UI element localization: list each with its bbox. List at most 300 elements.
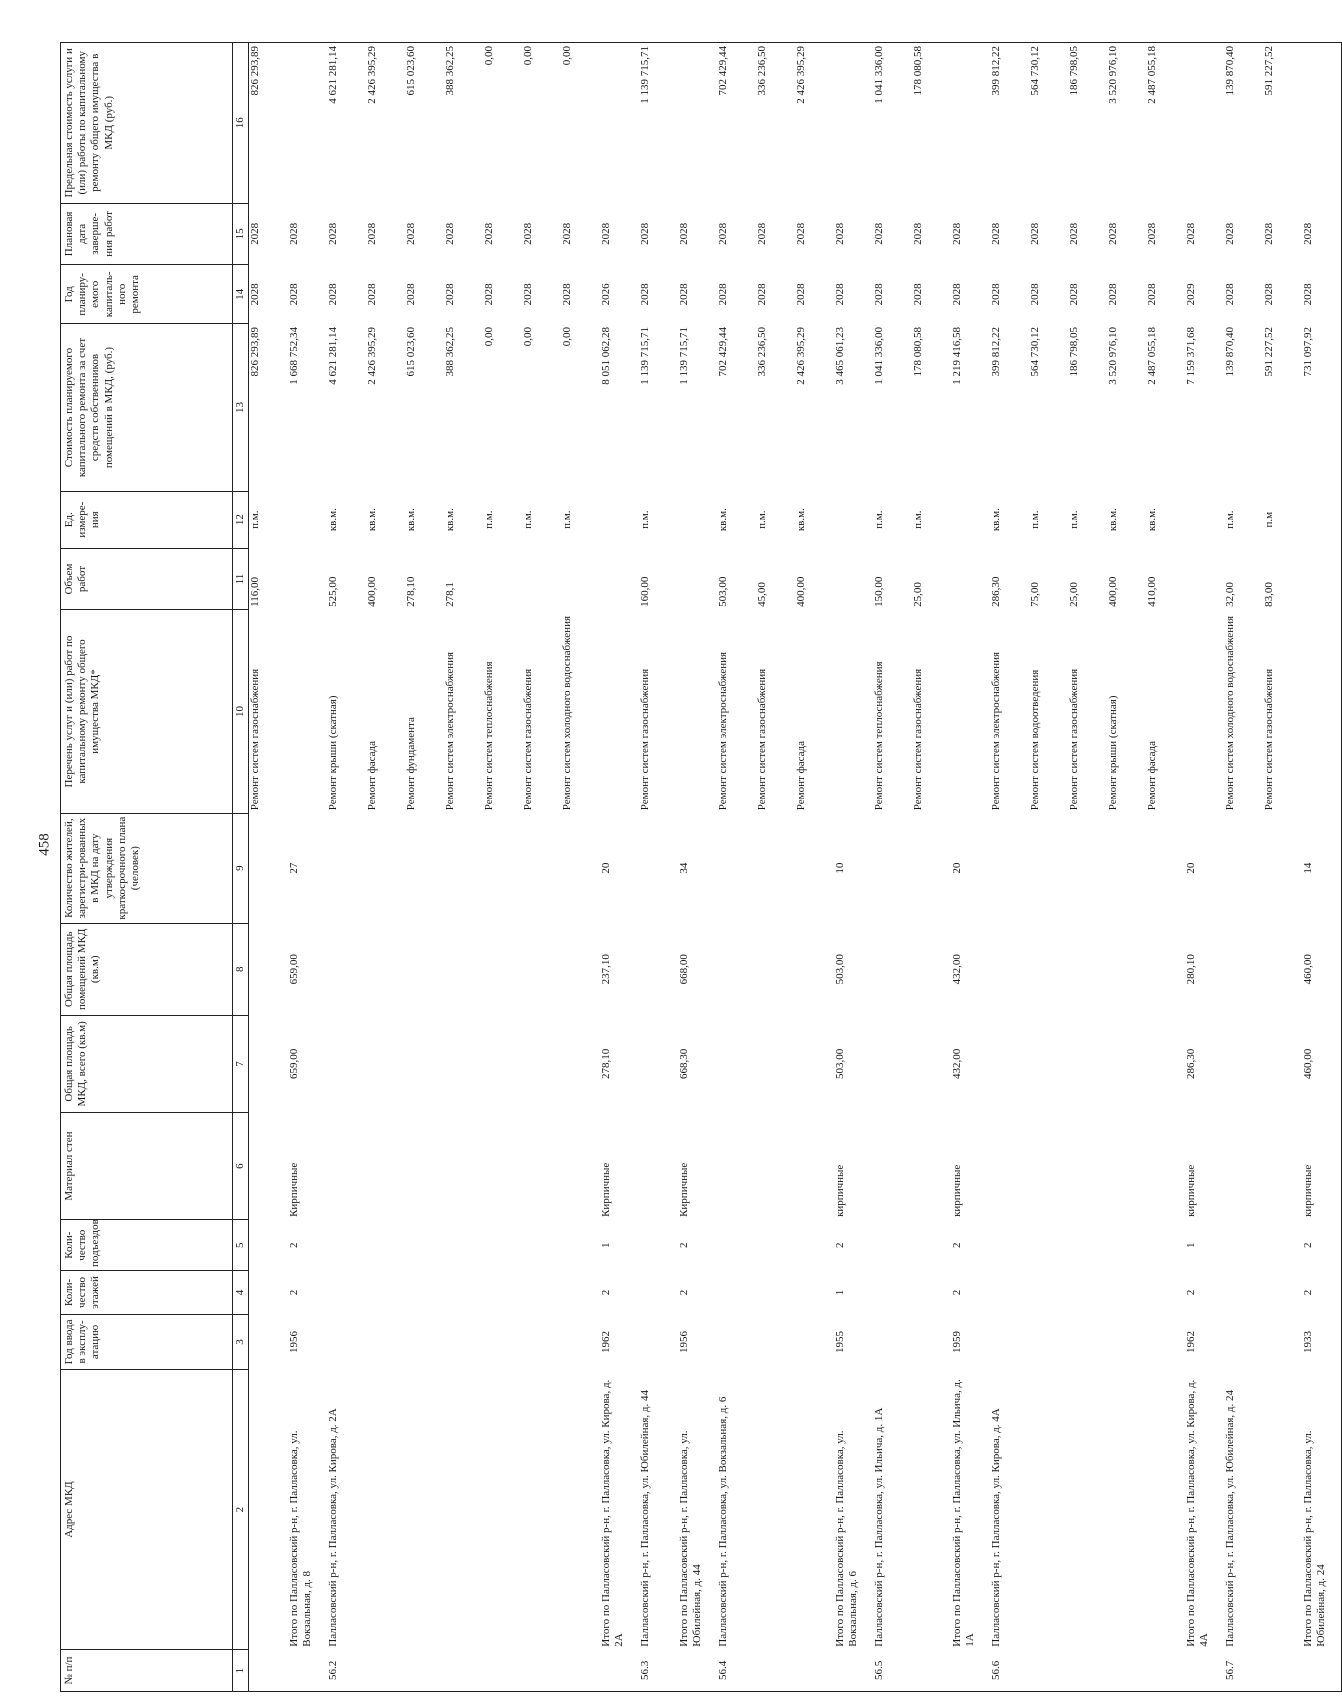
cell-total-area: 503,00 <box>834 1048 847 1079</box>
cell-wall-material: Кирпичные <box>678 1162 691 1217</box>
cell-max-cost: 399 812,22 <box>990 43 1029 204</box>
cell-completion-date: 2028 <box>561 222 574 245</box>
cell-entrances: 2 <box>1302 1220 1342 1271</box>
cell-floors <box>1224 1270 1263 1314</box>
cell-year-built <box>1029 1314 1068 1369</box>
cell-total-area: 460,00 <box>1302 1015 1342 1112</box>
header-cell: Материал стен <box>61 1112 233 1220</box>
cell-wall-material <box>405 1112 444 1220</box>
header-cell: Перечень услуг и (или) работ по капитальному ремонту общего имущества МКД* <box>61 610 233 813</box>
cell-premises-area <box>873 923 912 1015</box>
cell-wall-material: кирпичные <box>834 1164 847 1217</box>
cell-repair-year: 2028 <box>990 283 1003 306</box>
cell-work-volume: 286,30 <box>990 576 1003 607</box>
cell-unit <box>678 491 717 548</box>
cell-entrances <box>639 1220 678 1271</box>
cell-repair-year: 2028 <box>1224 283 1237 306</box>
cell-wall-material: кирпичные <box>951 1164 964 1217</box>
cell-premises-area: 668,00 <box>678 954 691 985</box>
cell-row-number <box>249 1650 289 1692</box>
cell-premises-area: 237,10 <box>600 954 613 985</box>
cell-entrances <box>522 1220 561 1271</box>
cell-premises-area <box>756 923 795 1015</box>
cell-total-area <box>912 1015 951 1112</box>
cell-max-cost: 0,00 <box>522 43 561 204</box>
cell-row-number <box>834 1650 873 1692</box>
cell-address: Палласовский р-н, г. Палласовка, ул. Юбилейная, д. 24 <box>1224 1389 1237 1647</box>
cell-completion-date: 2028 <box>873 222 886 245</box>
cell-completion-date: 2028 <box>1185 222 1198 245</box>
cell-total-area: 286,30 <box>1185 1048 1198 1079</box>
cell-work-volume <box>288 548 327 610</box>
cell-year-built <box>1224 1314 1263 1369</box>
cell-repair-year: 2028 <box>951 283 964 306</box>
cell-premises-area <box>327 923 366 1015</box>
cell-completion-date: 2028 <box>288 222 301 245</box>
cell-unit: кв.м. <box>990 508 1003 532</box>
cell-entrances <box>561 1220 600 1271</box>
cell-wall-material: Кирпичные <box>288 1162 301 1217</box>
cell-floors <box>1263 1270 1302 1314</box>
cell-row-number: 56.3 <box>639 1650 678 1692</box>
cell-address <box>1029 1369 1068 1649</box>
cell-repair-year: 2028 <box>1029 283 1042 306</box>
cell-unit: кв.м. <box>1107 508 1120 532</box>
cell-max-cost <box>1302 43 1342 204</box>
cell-wall-material <box>1029 1112 1068 1220</box>
cell-wall-material <box>795 1112 834 1220</box>
cell-row-number <box>678 1650 717 1692</box>
cell-total-area <box>249 1015 289 1112</box>
cell-address: Палласовский р-н, г. Палласовка, ул. Кирова, д. 4А <box>990 1408 1003 1647</box>
cell-unit: п.м. <box>1029 510 1042 529</box>
cell-floors <box>444 1270 483 1314</box>
cell-row-number <box>483 1650 522 1692</box>
cell-work-description: Ремонт систем холодного водоснабжения <box>561 615 574 811</box>
table-row <box>1107 43 1146 1692</box>
cell-work-volume: 83,00 <box>1263 582 1276 607</box>
cell-wall-material <box>249 1112 289 1220</box>
cell-max-cost: 2 426 395,29 <box>795 43 834 204</box>
cell-unit: п.м. <box>249 510 262 529</box>
column-number: 6 <box>233 1112 249 1220</box>
cell-residents: 34 <box>678 862 691 874</box>
cell-address: Итого по Палласовский р-н, г. Палласовка, ул. Кирова, д. 2А <box>600 1379 626 1647</box>
cell-work-description: Ремонт систем газоснабжения <box>756 668 769 811</box>
cell-address <box>1068 1369 1107 1649</box>
cell-repair-year: 2028 <box>873 283 886 306</box>
cell-unit: п.м. <box>756 510 769 529</box>
cell-repair-year: 2028 <box>327 283 340 306</box>
cell-year-built <box>912 1314 951 1369</box>
cell-address <box>1263 1369 1302 1649</box>
cell-address: Итого по Палласовский р-н, г. Палласовка, ул. Юбилейная, д. 24 <box>1302 1369 1342 1649</box>
cell-work-description: Ремонт фундамента <box>405 717 418 811</box>
cell-wall-material: Кирпичные <box>600 1162 613 1217</box>
cell-residents <box>483 813 522 923</box>
cell-max-cost <box>951 43 990 204</box>
cell-repair-cost: 388 362,25 <box>444 327 457 377</box>
cell-address <box>756 1369 795 1649</box>
cell-repair-year: 2028 <box>678 283 691 306</box>
column-number: 9 <box>233 813 249 923</box>
column-number: 8 <box>233 923 249 1015</box>
cell-entrances <box>912 1220 951 1271</box>
cell-wall-material <box>366 1112 405 1220</box>
table-row <box>1224 43 1263 1692</box>
header-cell: Стоимость планируемого капитального ремонта за счет средств собственников помещений в МКД, (руб.) <box>61 324 233 491</box>
cell-work-description: Ремонт систем газоснабжения <box>1068 668 1081 811</box>
cell-row-number <box>561 1650 600 1692</box>
cell-work-volume: 116,00 <box>249 576 262 607</box>
column-number: 7 <box>233 1015 249 1112</box>
cell-wall-material <box>639 1112 678 1220</box>
cell-work-description: Ремонт систем теплоснабжения <box>873 661 886 811</box>
cell-repair-year: 2029 <box>1185 283 1198 306</box>
cell-year-built <box>249 1314 289 1369</box>
cell-completion-date: 2028 <box>1263 222 1276 245</box>
cell-max-cost: 564 730,12 <box>1029 43 1068 204</box>
cell-repair-cost: 731 097,92 <box>1302 324 1342 491</box>
cell-work-description: Ремонт систем электроснабжения <box>717 651 730 811</box>
cell-wall-material <box>1146 1112 1185 1220</box>
cell-year-built <box>483 1314 522 1369</box>
cell-entrances <box>1107 1220 1146 1271</box>
cell-max-cost: 1 139 715,71 <box>639 43 678 204</box>
cell-work-volume: 75,00 <box>1029 582 1042 607</box>
cell-work-description: Ремонт систем газоснабжения <box>1263 668 1276 811</box>
cell-premises-area <box>1029 923 1068 1015</box>
cell-unit: п.м. <box>561 510 574 529</box>
cell-repair-year: 2028 <box>834 283 847 306</box>
cell-premises-area: 503,00 <box>834 954 847 985</box>
column-number: 10 <box>233 610 249 813</box>
cell-max-cost: 702 429,44 <box>717 43 756 204</box>
cell-total-area <box>873 1015 912 1112</box>
cell-residents <box>366 813 405 923</box>
cell-residents <box>1146 813 1185 923</box>
cell-address <box>1107 1369 1146 1649</box>
cell-row-number: 56.4 <box>717 1650 756 1692</box>
cell-year-built <box>444 1314 483 1369</box>
cell-entrances: 1 <box>600 1242 613 1248</box>
cell-address <box>444 1369 483 1649</box>
cell-repair-cost: 336 236,50 <box>756 327 769 377</box>
cell-completion-date: 2028 <box>717 222 730 245</box>
cell-work-volume: 503,00 <box>717 576 730 607</box>
cell-repair-year: 2028 <box>522 283 535 306</box>
cell-repair-year: 2028 <box>717 283 730 306</box>
cell-residents <box>873 813 912 923</box>
cell-entrances <box>756 1220 795 1271</box>
cell-total-area <box>990 1015 1029 1112</box>
cell-max-cost: 186 798,05 <box>1068 43 1107 204</box>
table-row <box>1029 43 1068 1692</box>
cell-max-cost <box>678 43 717 204</box>
header-row <box>61 43 233 1692</box>
cell-repair-year: 2028 <box>483 283 496 306</box>
cell-total-area <box>1107 1015 1146 1112</box>
cell-repair-cost: 1 139 715,71 <box>678 327 691 385</box>
cell-repair-cost: 2 426 395,29 <box>795 327 808 385</box>
cell-wall-material <box>561 1112 600 1220</box>
cell-completion-date: 2028 <box>795 222 808 245</box>
cell-unit: п.м. <box>1224 510 1237 529</box>
header-cell: Коли-чество подъездов <box>61 1220 233 1271</box>
cell-year-built <box>756 1314 795 1369</box>
cell-entrances: 2 <box>678 1242 691 1248</box>
cell-total-area <box>327 1015 366 1112</box>
column-number: 2 <box>233 1369 249 1649</box>
cell-row-number <box>1146 1650 1185 1692</box>
cell-repair-year: 2028 <box>249 283 262 306</box>
table-row <box>522 43 561 1692</box>
cell-wall-material <box>873 1112 912 1220</box>
cell-unit: кв.м. <box>405 508 418 532</box>
cell-repair-year: 2028 <box>1107 283 1120 306</box>
table-body <box>249 43 1342 1692</box>
cell-max-cost <box>1185 43 1224 204</box>
cell-year-built <box>990 1314 1029 1369</box>
cell-address <box>483 1369 522 1649</box>
cell-max-cost: 615 023,60 <box>405 43 444 204</box>
cell-unit: п.м. <box>639 510 652 529</box>
cell-work-description: Ремонт фасада <box>366 741 379 811</box>
cell-entrances: 1 <box>1185 1242 1198 1248</box>
cell-entrances: 2 <box>288 1242 301 1248</box>
cell-work-volume <box>678 548 717 610</box>
cell-year-built <box>405 1314 444 1369</box>
table-row <box>1068 43 1107 1692</box>
cell-row-number <box>1263 1650 1302 1692</box>
cell-total-area <box>1068 1015 1107 1112</box>
cell-repair-year: 2028 <box>561 283 574 306</box>
cell-repair-year: 2028 <box>1302 265 1342 324</box>
cell-completion-date: 2028 <box>522 222 535 245</box>
cell-unit <box>1185 491 1224 548</box>
cell-floors <box>912 1270 951 1314</box>
cell-wall-material <box>717 1112 756 1220</box>
cell-residents <box>756 813 795 923</box>
cell-year-built <box>1146 1314 1185 1369</box>
cell-row-number: 56.7 <box>1224 1650 1263 1692</box>
column-number: 11 <box>233 548 249 610</box>
cell-wall-material <box>990 1112 1029 1220</box>
cell-unit: кв.м. <box>795 508 808 532</box>
cell-total-area <box>795 1015 834 1112</box>
cell-repair-cost: 591 227,52 <box>1263 327 1276 377</box>
cell-work-description <box>834 610 873 813</box>
cell-work-description: Ремонт систем электроснабжения <box>444 651 457 811</box>
cell-unit: кв.м. <box>717 508 730 532</box>
cell-repair-cost: 2 487 055,18 <box>1146 327 1159 385</box>
cell-floors <box>1029 1270 1068 1314</box>
cell-year-built <box>873 1314 912 1369</box>
cell-total-area <box>522 1015 561 1112</box>
cell-work-volume: 45,00 <box>756 582 769 607</box>
cell-floors <box>366 1270 405 1314</box>
cell-year-built: 1962 <box>600 1330 613 1353</box>
table-row <box>288 43 327 1692</box>
cell-row-number <box>522 1650 561 1692</box>
cell-work-description: Ремонт фасада <box>795 741 808 811</box>
cell-entrances <box>1146 1220 1185 1271</box>
cell-premises-area <box>561 923 600 1015</box>
header-cell: Предельная стоимость услуги и (или) работы по капитальному ремонту общего имущества в МКД (руб.) <box>61 43 233 204</box>
cell-premises-area <box>444 923 483 1015</box>
cell-total-area <box>717 1015 756 1112</box>
table-row <box>405 43 444 1692</box>
cell-residents <box>912 813 951 923</box>
cell-address: Итого по Палласовский р-н, г. Палласовка, ул. Юбилейная, д. 44 <box>678 1430 704 1647</box>
cell-unit: п.м. <box>912 510 925 529</box>
cell-residents <box>1263 813 1302 923</box>
cell-total-area <box>1146 1015 1185 1112</box>
cell-repair-cost: 3 465 061,23 <box>834 327 847 385</box>
cell-repair-year: 2028 <box>1068 283 1081 306</box>
cell-total-area: 659,00 <box>288 1048 301 1079</box>
cell-premises-area <box>1146 923 1185 1015</box>
cell-wall-material <box>327 1112 366 1220</box>
cell-repair-cost: 186 798,05 <box>1068 327 1081 377</box>
cell-max-cost: 591 227,52 <box>1263 43 1302 204</box>
cell-entrances <box>873 1220 912 1271</box>
cell-year-built <box>1107 1314 1146 1369</box>
cell-work-volume: 400,00 <box>795 576 808 607</box>
cell-total-area <box>405 1015 444 1112</box>
cell-entrances <box>327 1220 366 1271</box>
header-cell: Объем работ <box>61 548 233 610</box>
header-cell: Коли-чество этажей <box>61 1270 233 1314</box>
cell-max-cost: 139 870,40 <box>1224 43 1263 204</box>
cell-row-number <box>795 1650 834 1692</box>
cell-residents: 14 <box>1302 813 1342 923</box>
cell-entrances: 2 <box>834 1242 847 1248</box>
cell-work-description <box>951 610 990 813</box>
cell-max-cost <box>600 43 639 204</box>
cell-max-cost: 4 621 281,14 <box>327 43 366 204</box>
cell-entrances <box>366 1220 405 1271</box>
cell-entrances <box>1029 1220 1068 1271</box>
cell-address: Палласовский р-н, г. Палласовка, ул. Кирова, д. 2А <box>327 1408 340 1647</box>
cell-work-description: Ремонт крыши (скатная) <box>1107 695 1120 811</box>
cell-completion-date: 2028 <box>756 222 769 245</box>
cell-row-number <box>951 1650 990 1692</box>
cell-premises-area <box>990 923 1029 1015</box>
cell-repair-cost: 564 730,12 <box>1029 327 1042 377</box>
cell-work-volume: 278,1 <box>444 582 457 607</box>
table-row <box>834 43 873 1692</box>
cell-floors <box>522 1270 561 1314</box>
cell-work-description <box>600 610 639 813</box>
table-row <box>1146 43 1185 1692</box>
cell-total-area: 432,00 <box>951 1048 964 1079</box>
cell-row-number <box>600 1650 639 1692</box>
cell-floors <box>327 1270 366 1314</box>
cell-work-volume: 150,00 <box>873 576 886 607</box>
table-row <box>1263 43 1302 1692</box>
cell-floors <box>1107 1270 1146 1314</box>
cell-premises-area <box>912 923 951 1015</box>
cell-total-area <box>1224 1015 1263 1112</box>
page-number: 458 <box>36 833 53 856</box>
cell-floors <box>249 1270 289 1314</box>
cell-year-built <box>366 1314 405 1369</box>
cell-wall-material <box>483 1112 522 1220</box>
cell-max-cost: 178 080,58 <box>912 43 951 204</box>
cell-year-built: 1959 <box>951 1330 964 1353</box>
cell-residents <box>522 813 561 923</box>
cell-repair-cost: 178 080,58 <box>912 327 925 377</box>
cell-premises-area <box>405 923 444 1015</box>
cell-repair-cost: 1 041 336,00 <box>873 327 886 385</box>
table-row <box>795 43 834 1692</box>
cell-completion-date: 2028 <box>444 222 457 245</box>
column-number: 1 <box>233 1650 249 1692</box>
cell-residents: 20 <box>951 862 964 874</box>
cell-entrances <box>795 1220 834 1271</box>
cell-residents <box>639 813 678 923</box>
cell-premises-area: 659,00 <box>288 954 301 985</box>
cell-floors <box>561 1270 600 1314</box>
cell-repair-year: 2028 <box>1263 283 1276 306</box>
column-number-row <box>233 43 249 1692</box>
cell-repair-cost: 4 621 281,14 <box>327 327 340 385</box>
cell-work-description: Ремонт систем холодного водоснабжения <box>1224 615 1237 811</box>
cell-repair-cost: 0,00 <box>561 327 574 347</box>
cell-completion-date: 2028 <box>600 222 613 245</box>
cell-address <box>366 1369 405 1649</box>
table-row <box>1302 43 1342 1692</box>
cell-completion-date: 2028 <box>678 222 691 245</box>
cell-year-built <box>717 1314 756 1369</box>
cell-work-description: Ремонт систем водоотведения <box>1029 669 1042 811</box>
cell-work-volume: 525,00 <box>327 576 340 607</box>
cell-address <box>522 1369 561 1649</box>
cell-repair-cost: 1 668 752,34 <box>288 327 301 385</box>
cell-premises-area <box>483 923 522 1015</box>
cell-work-volume <box>600 548 639 610</box>
cell-unit: кв.м. <box>327 508 340 532</box>
cell-completion-date: 2028 <box>327 222 340 245</box>
cell-repair-cost: 7 159 371,68 <box>1185 327 1198 385</box>
cell-address: Палласовский р-н, г. Палласовка, ул. Юбилейная, д. 44 <box>639 1389 652 1647</box>
cell-work-description: Ремонт систем газоснабжения <box>912 668 925 811</box>
cell-entrances <box>1263 1220 1302 1271</box>
cell-repair-year: 2028 <box>912 283 925 306</box>
cell-floors: 2 <box>1185 1289 1198 1296</box>
cell-row-number <box>1302 1650 1342 1692</box>
cell-unit: кв.м. <box>444 508 457 532</box>
cell-repair-year: 2028 <box>405 283 418 306</box>
cell-premises-area <box>1107 923 1146 1015</box>
cell-year-built: 1956 <box>678 1330 691 1353</box>
cell-wall-material: кирпичные <box>1302 1112 1342 1220</box>
cell-entrances <box>444 1220 483 1271</box>
cell-address: Итого по Палласовский р-н, г. Палласовка, ул. Вокзальная, д. 6 <box>834 1430 860 1647</box>
cell-floors: 2 <box>951 1289 964 1296</box>
header-cell: № п/п <box>61 1650 233 1692</box>
cell-unit: кв.м. <box>366 508 379 532</box>
cell-year-built <box>1263 1314 1302 1369</box>
cell-work-volume <box>1185 548 1224 610</box>
cell-wall-material <box>912 1112 951 1220</box>
cell-wall-material <box>444 1112 483 1220</box>
cell-residents <box>405 813 444 923</box>
cell-entrances <box>717 1220 756 1271</box>
cell-entrances: 2 <box>951 1242 964 1248</box>
cell-completion-date: 2028 <box>912 222 925 245</box>
